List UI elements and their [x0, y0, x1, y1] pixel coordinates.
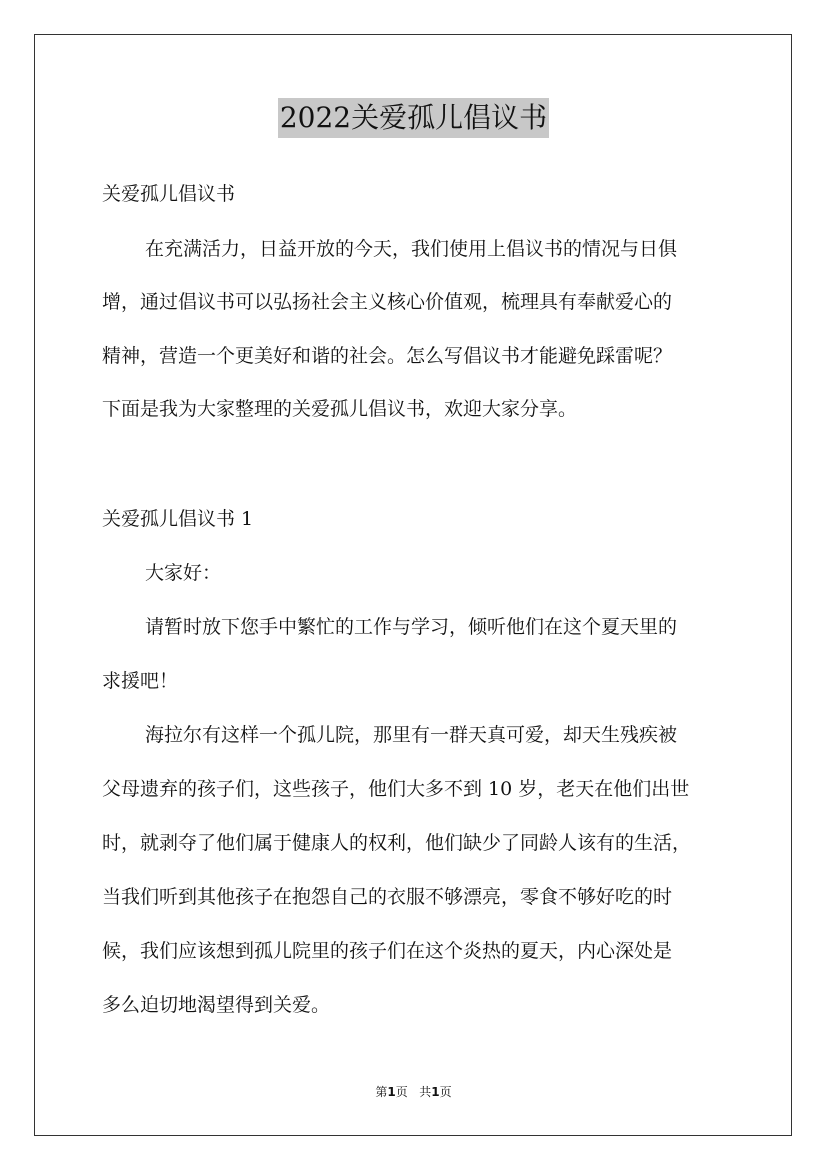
- document-title: 2022关爱孤儿倡议书: [278, 98, 549, 138]
- intro-line-1: 在充满活力，日益开放的今天，我们使用上倡议书的情况与日俱: [145, 238, 678, 260]
- intro-line-3: 精神，营造一个更美好和谐的社会。怎么写倡议书才能避免踩雷呢？: [102, 345, 673, 367]
- page-suffix: 页: [395, 1085, 408, 1099]
- para2-line-3: 时，就剥夺了他们属于健康人的权利，他们缺少了同龄人该有的生活，: [102, 832, 692, 854]
- page-prefix: 第: [375, 1085, 388, 1099]
- title-container: [0, 98, 827, 138]
- para2-line-6: 多么迫切地渴望得到关爱。: [102, 994, 331, 1016]
- total-suffix: 页: [439, 1085, 452, 1099]
- para1-line-2: 求援吧！: [102, 670, 179, 692]
- intro-line-4: 下面是我为大家整理的关爱孤儿倡议书，欢迎大家分享。: [102, 398, 578, 420]
- total-prefix: 共: [419, 1085, 432, 1099]
- para1-line-1: 请暂时放下您手中繁忙的工作与学习，倾听他们在这个夏天里的: [145, 616, 678, 638]
- document-heading: 关爱孤儿倡议书: [102, 183, 236, 205]
- para2-line-5: 候，我们应该想到孤儿院里的孩子们在这个炎热的夏天，内心深处是: [102, 940, 673, 962]
- greeting: 大家好：: [145, 562, 222, 584]
- intro-line-2: 增，通过倡议书可以弘扬社会主义核心价值观，梳理具有奉献爱心的: [102, 291, 673, 313]
- page-number: 1: [387, 1085, 396, 1099]
- total-number: 1: [431, 1085, 440, 1099]
- section-heading: 关爱孤儿倡议书 1: [102, 508, 254, 530]
- para2-line-2: 父母遗弃的孩子们，这些孩子，他们大多不到 10 岁，老天在他们出世: [102, 778, 690, 800]
- para2-line-1: 海拉尔有这样一个孤儿院，那里有一群天真可爱，却天生残疾被: [145, 724, 678, 746]
- page-footer: [0, 1083, 827, 1100]
- para2-line-4: 当我们听到其他孩子在抱怨自己的衣服不够漂亮，零食不够好吃的时: [102, 886, 673, 908]
